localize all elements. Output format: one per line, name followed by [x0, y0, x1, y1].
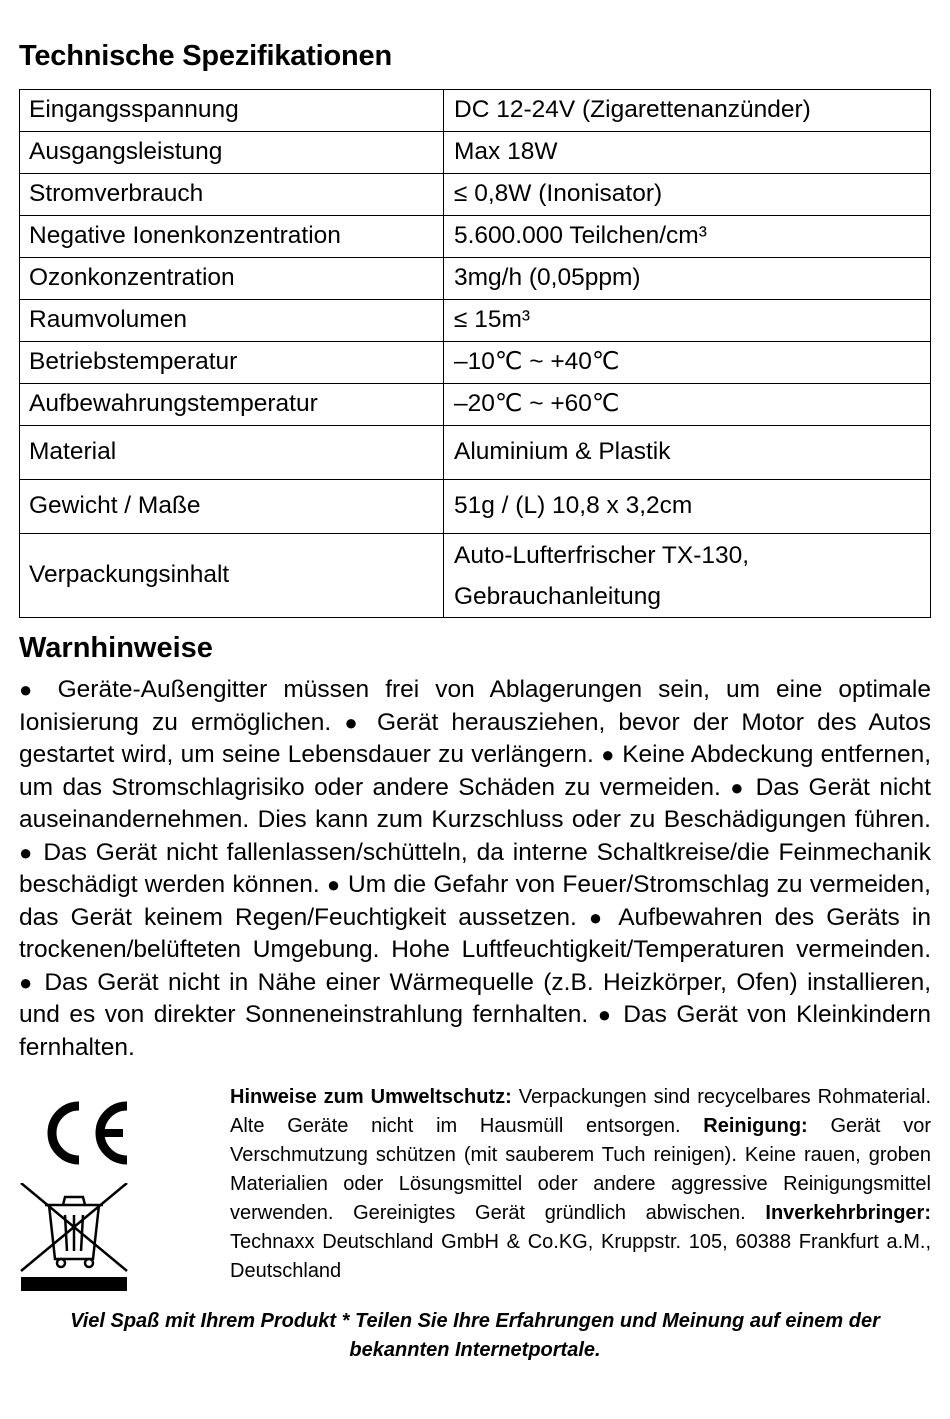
spec-row: [20, 480, 931, 534]
warning-item: Gerät herausziehen, bevor der Motor des Autos gestartet wird, um seine Lebensdauer zu verlängern.: [19, 708, 931, 768]
warning-item: Geräte-Außengitter müssen frei von Ablagerungen sein, um eine optimale Ionisierung zu ermöglichen.: [19, 676, 932, 736]
spec-label: Eingangsspannung: [20, 90, 444, 132]
spec-label: Verpackungsinhalt: [20, 534, 444, 618]
spec-label: Raumvolumen: [20, 300, 444, 342]
bullet-icon: ●: [601, 742, 615, 767]
bullet-icon: ●: [730, 774, 747, 800]
bullet-icon: ●: [588, 904, 608, 930]
spec-value: Aluminium & Plastik: [444, 426, 931, 480]
bullet-icon: ●: [344, 709, 364, 735]
ce-mark-icon: [39, 1100, 131, 1166]
bullet-icon: ●: [326, 872, 341, 897]
env-text-umweltschutz: Verpackungen sind recycelbares Rohmaterial. Alte Geräte nicht im Hausmüll entsorgen.: [230, 1086, 932, 1137]
spec-label: Ozonkonzentration: [20, 258, 444, 300]
bullet-icon: ●: [19, 677, 42, 702]
crossed-out-bin-icon: [19, 1183, 129, 1293]
spec-row: [20, 300, 931, 342]
spec-row: [20, 90, 931, 132]
spec-value: Max 18W: [444, 132, 931, 174]
spec-value: –10℃ ~ +40℃: [444, 342, 931, 384]
spec-value-line: Auto-Lufterfrischer TX-130,: [454, 541, 750, 569]
bullet-icon: ●: [19, 969, 35, 995]
spec-row: [20, 426, 931, 480]
spec-value: DC 12-24V (Zigarettenanzünder): [444, 90, 931, 132]
env-text-reinigung: Gerät vor Verschmutzung schützen (mit sauberem Tuch reinigen). Keine rauen, groben Materialien oder Lösungsmittel oder andere aggressive Reinigungsmittel verwenden. Gereinigtes Gerät gründlich abwischen.: [230, 1115, 932, 1224]
warning-item: Aufbewahren des Geräts in trockenen/belüfteten Umgebung. Hohe Luftfeuchtigkeit/Temperaturen vermeinden.: [19, 903, 931, 963]
spec-table-body: [20, 90, 931, 618]
spec-row: [20, 132, 931, 174]
bullet-icon: ●: [597, 1002, 614, 1027]
warning-item: Das Gerät nicht fallenlassen/schütteln, da interne Schaltkreise/die Feinmechanik beschädigt werden können.: [19, 838, 932, 898]
warning-item: Keine Abdeckung entfernen, um das Stromschlagrisiko oder andere Schäden zu vermeiden.: [19, 741, 932, 801]
closing-line-2: bekannten Internetportale.: [349, 1339, 601, 1361]
env-text-inverkehrbringer: Technaxx Deutschland GmbH & Co.KG, Kruppstr. 105, 60388 Frankfurt a.M., Deutschland: [230, 1231, 931, 1282]
spec-value: –20℃ ~ +60℃: [444, 384, 931, 426]
spec-row: [20, 216, 931, 258]
spec-value: 3mg/h (0,05ppm): [444, 258, 931, 300]
env-label-reinigung: Reinigung:: [703, 1115, 808, 1137]
spec-value: [444, 534, 931, 618]
warning-item: Das Gerät nicht auseinandernehmen. Dies kann zum Kurzschluss oder zu Beschädigungen führen.: [19, 773, 931, 833]
spec-label: Negative Ionenkonzentration: [20, 216, 444, 258]
warnings-title: Warnhinweise: [19, 632, 213, 664]
closing-line-1: Viel Spaß mit Ihrem Produkt * Teilen Sie Ihre Erfahrungen und Meinung auf einem der: [70, 1310, 880, 1332]
spec-row: [20, 384, 931, 426]
spec-row: [20, 174, 931, 216]
spec-value-line: Gebrauchanleitung: [454, 582, 662, 610]
spec-label: Stromverbrauch: [20, 174, 444, 216]
warning-item: Das Gerät von Kleinkindern fernhalten.: [19, 1001, 931, 1061]
spec-label: Ausgangsleistung: [20, 132, 444, 174]
env-label-umweltschutz: Hinweise zum Umweltschutz:: [230, 1086, 512, 1108]
spec-value: 5.600.000 Teilchen/cm³: [444, 216, 931, 258]
bullet-icon: ●: [19, 839, 35, 865]
spec-value: ≤ 15m³: [444, 300, 931, 342]
spec-row: [20, 342, 931, 384]
spec-label: Gewicht / Maße: [20, 480, 444, 534]
closing-message: [19, 1307, 931, 1365]
spec-label: Aufbewahrungstemperatur: [20, 384, 444, 426]
environment-notes: [230, 1083, 931, 1286]
warnings-paragraph: [19, 674, 931, 1064]
spec-value: 51g / (L) 10,8 x 3,2cm: [444, 480, 931, 534]
spec-label: Betriebstemperatur: [20, 342, 444, 384]
warning-item: Das Gerät nicht in Nähe einer Wärmequelle (z.B. Heizkörper, Ofen) installieren, und es von direkter Sonneneinstrahlung fernhalten.: [19, 968, 931, 1028]
env-label-inverkehrbringer: Inverkehrbringer:: [765, 1202, 931, 1224]
spec-label: Material: [20, 426, 444, 480]
warning-item: Um die Gefahr von Feuer/Stromschlag zu vermeiden, das Gerät keinem Regen/Feuchtigkeit aussetzen.: [19, 871, 931, 931]
spec-row: [20, 258, 931, 300]
spec-title: Technische Spezifikationen: [19, 40, 392, 72]
spec-row: [20, 534, 931, 618]
spec-table: [19, 89, 931, 618]
spec-value: ≤ 0,8W (Inonisator): [444, 174, 931, 216]
